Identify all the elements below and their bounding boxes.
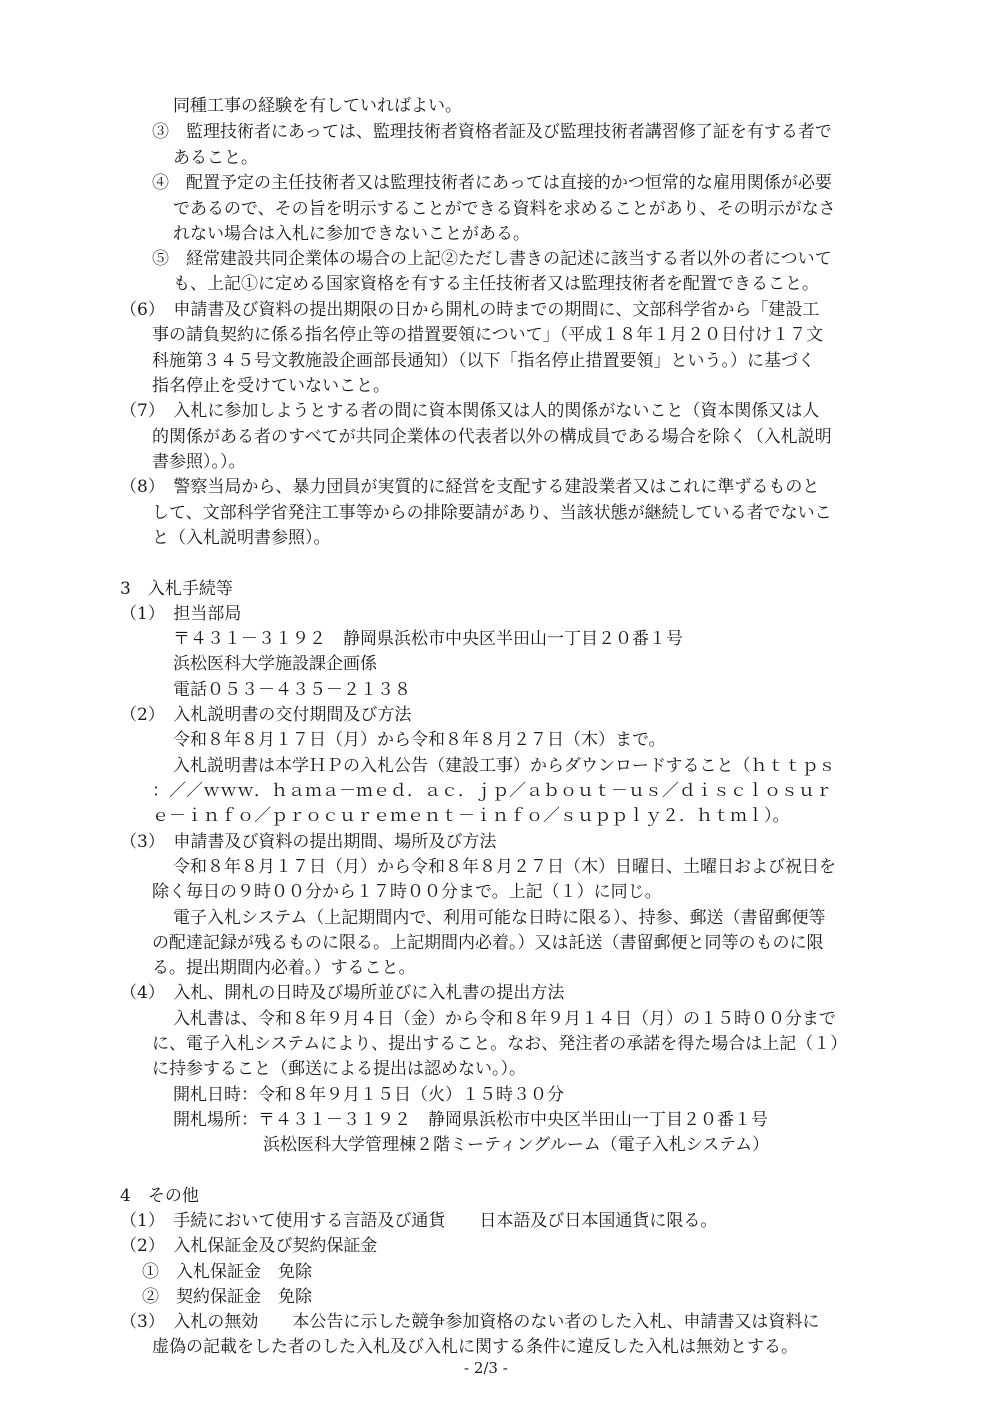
line-text: 同種工事の経験を有していればよい。 [173, 96, 462, 116]
text-line [0, 297, 1000, 323]
line-text: 開札場所：〒４３１－３１９２ 静岡県浜松市中央区半田山一丁目２０番１号 [173, 1110, 768, 1130]
text-line [0, 905, 1000, 931]
text-line [0, 348, 1000, 374]
text-line [0, 474, 1000, 500]
text-line [0, 677, 1000, 703]
text-line [0, 702, 1000, 728]
text-line [0, 778, 1000, 804]
section-heading [0, 1183, 1000, 1209]
text-line [0, 626, 1000, 652]
text-line [0, 525, 1000, 551]
line-text: 浜松医科大学管理棟２階ミーティングルーム（電子入札システム） [263, 1135, 770, 1155]
line-text: 書参照）。）。 [152, 452, 246, 472]
line-text: 電子入札システム（上記期間内で、利用可能な日時に限る）、持参、郵送（書留郵便等 [173, 908, 826, 928]
line-text: 〒４３１－３１９２ 静岡県浜松市中央区半田山一丁目２０番１号 [173, 629, 683, 649]
line-text: 電話０５３－４３５－２１３８ [173, 680, 411, 700]
text-line [0, 803, 1000, 829]
line-text: の配達記録が残るものに限る。上記期間内必着。）又は託送（書留郵便と同等のものに限 [152, 933, 824, 953]
text-line [0, 829, 1000, 855]
line-text: 令和８年８月１７日（月）から令和８年８月２７日（木）日曜日、土曜日および祝日を [173, 857, 836, 877]
text-line [0, 1082, 1000, 1108]
line-text: ③ 監理技術者にあっては、監理技術者資格者証及び監理技術者講習修了証を有する者で [152, 122, 832, 142]
text-line [0, 449, 1000, 475]
text-line [0, 753, 1000, 779]
text-line [0, 119, 1000, 145]
text-line [0, 1233, 1000, 1259]
line-text: （2） 入札説明書の交付期間及び方法 [120, 705, 412, 725]
text-line [0, 1132, 1000, 1158]
line-text: （2） 入札保証金及び契約保証金 [120, 1236, 378, 1256]
text-line [0, 93, 1000, 119]
text-line [0, 1107, 1000, 1133]
line-text: ① 入札保証金 免除 [142, 1262, 312, 1282]
text-line [0, 930, 1000, 956]
text-line [0, 879, 1000, 905]
line-text: に、電子入札システムにより、提出すること。なお、発注者の承諾を得た場合は上記（１） [152, 1034, 848, 1054]
text-line [0, 322, 1000, 348]
text-line [0, 145, 1000, 171]
line-text: ④ 配置予定の主任技術者又は監理技術者にあっては直接的かつ恒常的な雇用関係が必要 [152, 173, 832, 193]
line-text: 虚偽の記載をした者のした入札及び入札に関する条件に違反した入札は無効とする。 [152, 1337, 798, 1357]
line-text: 入札書は、令和８年９月４日（金）から令和８年９月１４日（月）の１５時００分まで [173, 1009, 836, 1029]
line-text: に持参すること（郵送による提出は認めない。）。 [152, 1059, 526, 1079]
line-text: と（入札説明書参照）。 [152, 528, 331, 548]
text-line [0, 854, 1000, 880]
line-text: （3） 申請書及び資料の提出期間、場所及び方法 [120, 832, 497, 852]
text-line [0, 271, 1000, 297]
line-text: 入札説明書は本学ＨＰの入札公告（建設工事）からダウンロードすること（ｈｔｔｐｓ [173, 756, 836, 776]
line-text: 的関係がある者のすべてが共同企業体の代表者以外の構成員である場合を除く（入札説明 [152, 427, 832, 447]
text-line [0, 651, 1000, 677]
text-line [0, 1208, 1000, 1234]
text-line [0, 727, 1000, 753]
text-line [0, 1006, 1000, 1032]
line-text: 事の請負契約に係る指名停止等の措置要領について」（平成１８年１月２０日付け１７文 [152, 325, 824, 345]
line-text: （1） 担当部局 [120, 604, 242, 624]
line-text: 3 入札手続等 [120, 579, 233, 599]
text-line [0, 1284, 1000, 1310]
line-text: （3） 入札の無効 本公告に示した競争参加資格のない者のした入札、申請書又は資料に [120, 1312, 820, 1332]
line-text: （6） 申請書及び資料の提出期限の日から開札の時までの期間に、文部科学省から「建設工 [120, 300, 820, 320]
line-text: （8） 警察当局から、暴力団員が実質的に経営を支配する建設業者又はこれに準ずるものと [120, 477, 820, 497]
section-heading [0, 576, 1000, 602]
line-text: れない場合は入札に参加できないことがある。 [173, 224, 530, 244]
line-text: ② 契約保証金 免除 [142, 1287, 312, 1307]
text-line [0, 398, 1000, 424]
text-line [0, 1309, 1000, 1335]
line-text: であるので、その旨を明示することができる資料を求めることがあり、その明示がなさ [173, 199, 836, 219]
page-number-text: - 2/3 - [464, 1359, 508, 1377]
line-text: （1） 手続において使用する言語及び通貨 日本語及び日本国通貨に限る。 [120, 1211, 718, 1231]
text-line [0, 221, 1000, 247]
text-line [0, 424, 1000, 450]
line-text: も、上記①に定める国家資格を有する主任技術者又は監理技術者を配置できること。 [173, 274, 819, 294]
text-line [0, 601, 1000, 627]
text-line [0, 170, 1000, 196]
line-text: 浜松医科大学施設課企画係 [173, 654, 377, 674]
text-line [0, 1031, 1000, 1057]
line-text: して、文部科学省発注工事等からの排除要請があり、当該状態が継続している者でないこ [152, 503, 832, 523]
text-line [0, 1056, 1000, 1082]
text-line [0, 246, 1000, 272]
line-text: 令和８年８月１７日（月）から令和８年８月２７日（木）まで。 [173, 730, 666, 750]
line-text: あること。 [173, 148, 258, 168]
line-text: （7） 入札に参加しようとする者の間に資本関係又は人的関係がないこと（資本関係又は人 [120, 401, 820, 421]
line-text: 指名停止を受けていないこと。 [152, 376, 390, 396]
line-text: 科施第３４５号文教施設企画部長通知）（以下「指名停止措置要領」という。）に基づく [152, 351, 815, 371]
text-line [0, 980, 1000, 1006]
line-text: 開札日時：令和８年９月１５日（火）１５時３０分 [173, 1085, 564, 1105]
text-line [0, 196, 1000, 222]
line-text: る。提出期間内必着。）すること。 [152, 958, 416, 978]
text-line [0, 373, 1000, 399]
line-text: （4） 入札、開札の日時及び場所並びに入札書の提出方法 [120, 983, 565, 1003]
line-text: ⑤ 経常建設共同企業体の場合の上記②ただし書きの記述に該当する者以外の者について [152, 249, 832, 269]
page-number [0, 1356, 1000, 1380]
text-line [0, 1259, 1000, 1285]
line-text: ：／／ｗｗｗ．ｈａｍａ－ｍｅｄ．ａｃ．ｊｐ／ａｂｏｕｔ－ｕｓ／ｄｉｓｃｌｏｓｕｒ [152, 781, 832, 801]
text-line [0, 500, 1000, 526]
line-text: ｅ－ｉｎｆｏ／ｐｒｏｃｕｒｅｍｅｎｔ－ｉｎｆｏ／ｓｕｐｐｌｙ２．ｈｔｍｌ）。 [152, 806, 790, 826]
line-text: 4 その他 [120, 1186, 199, 1206]
line-text: 除く毎日の９時００分から１７時００分まで。上記（１）に同じ。 [152, 882, 662, 902]
text-line [0, 955, 1000, 981]
